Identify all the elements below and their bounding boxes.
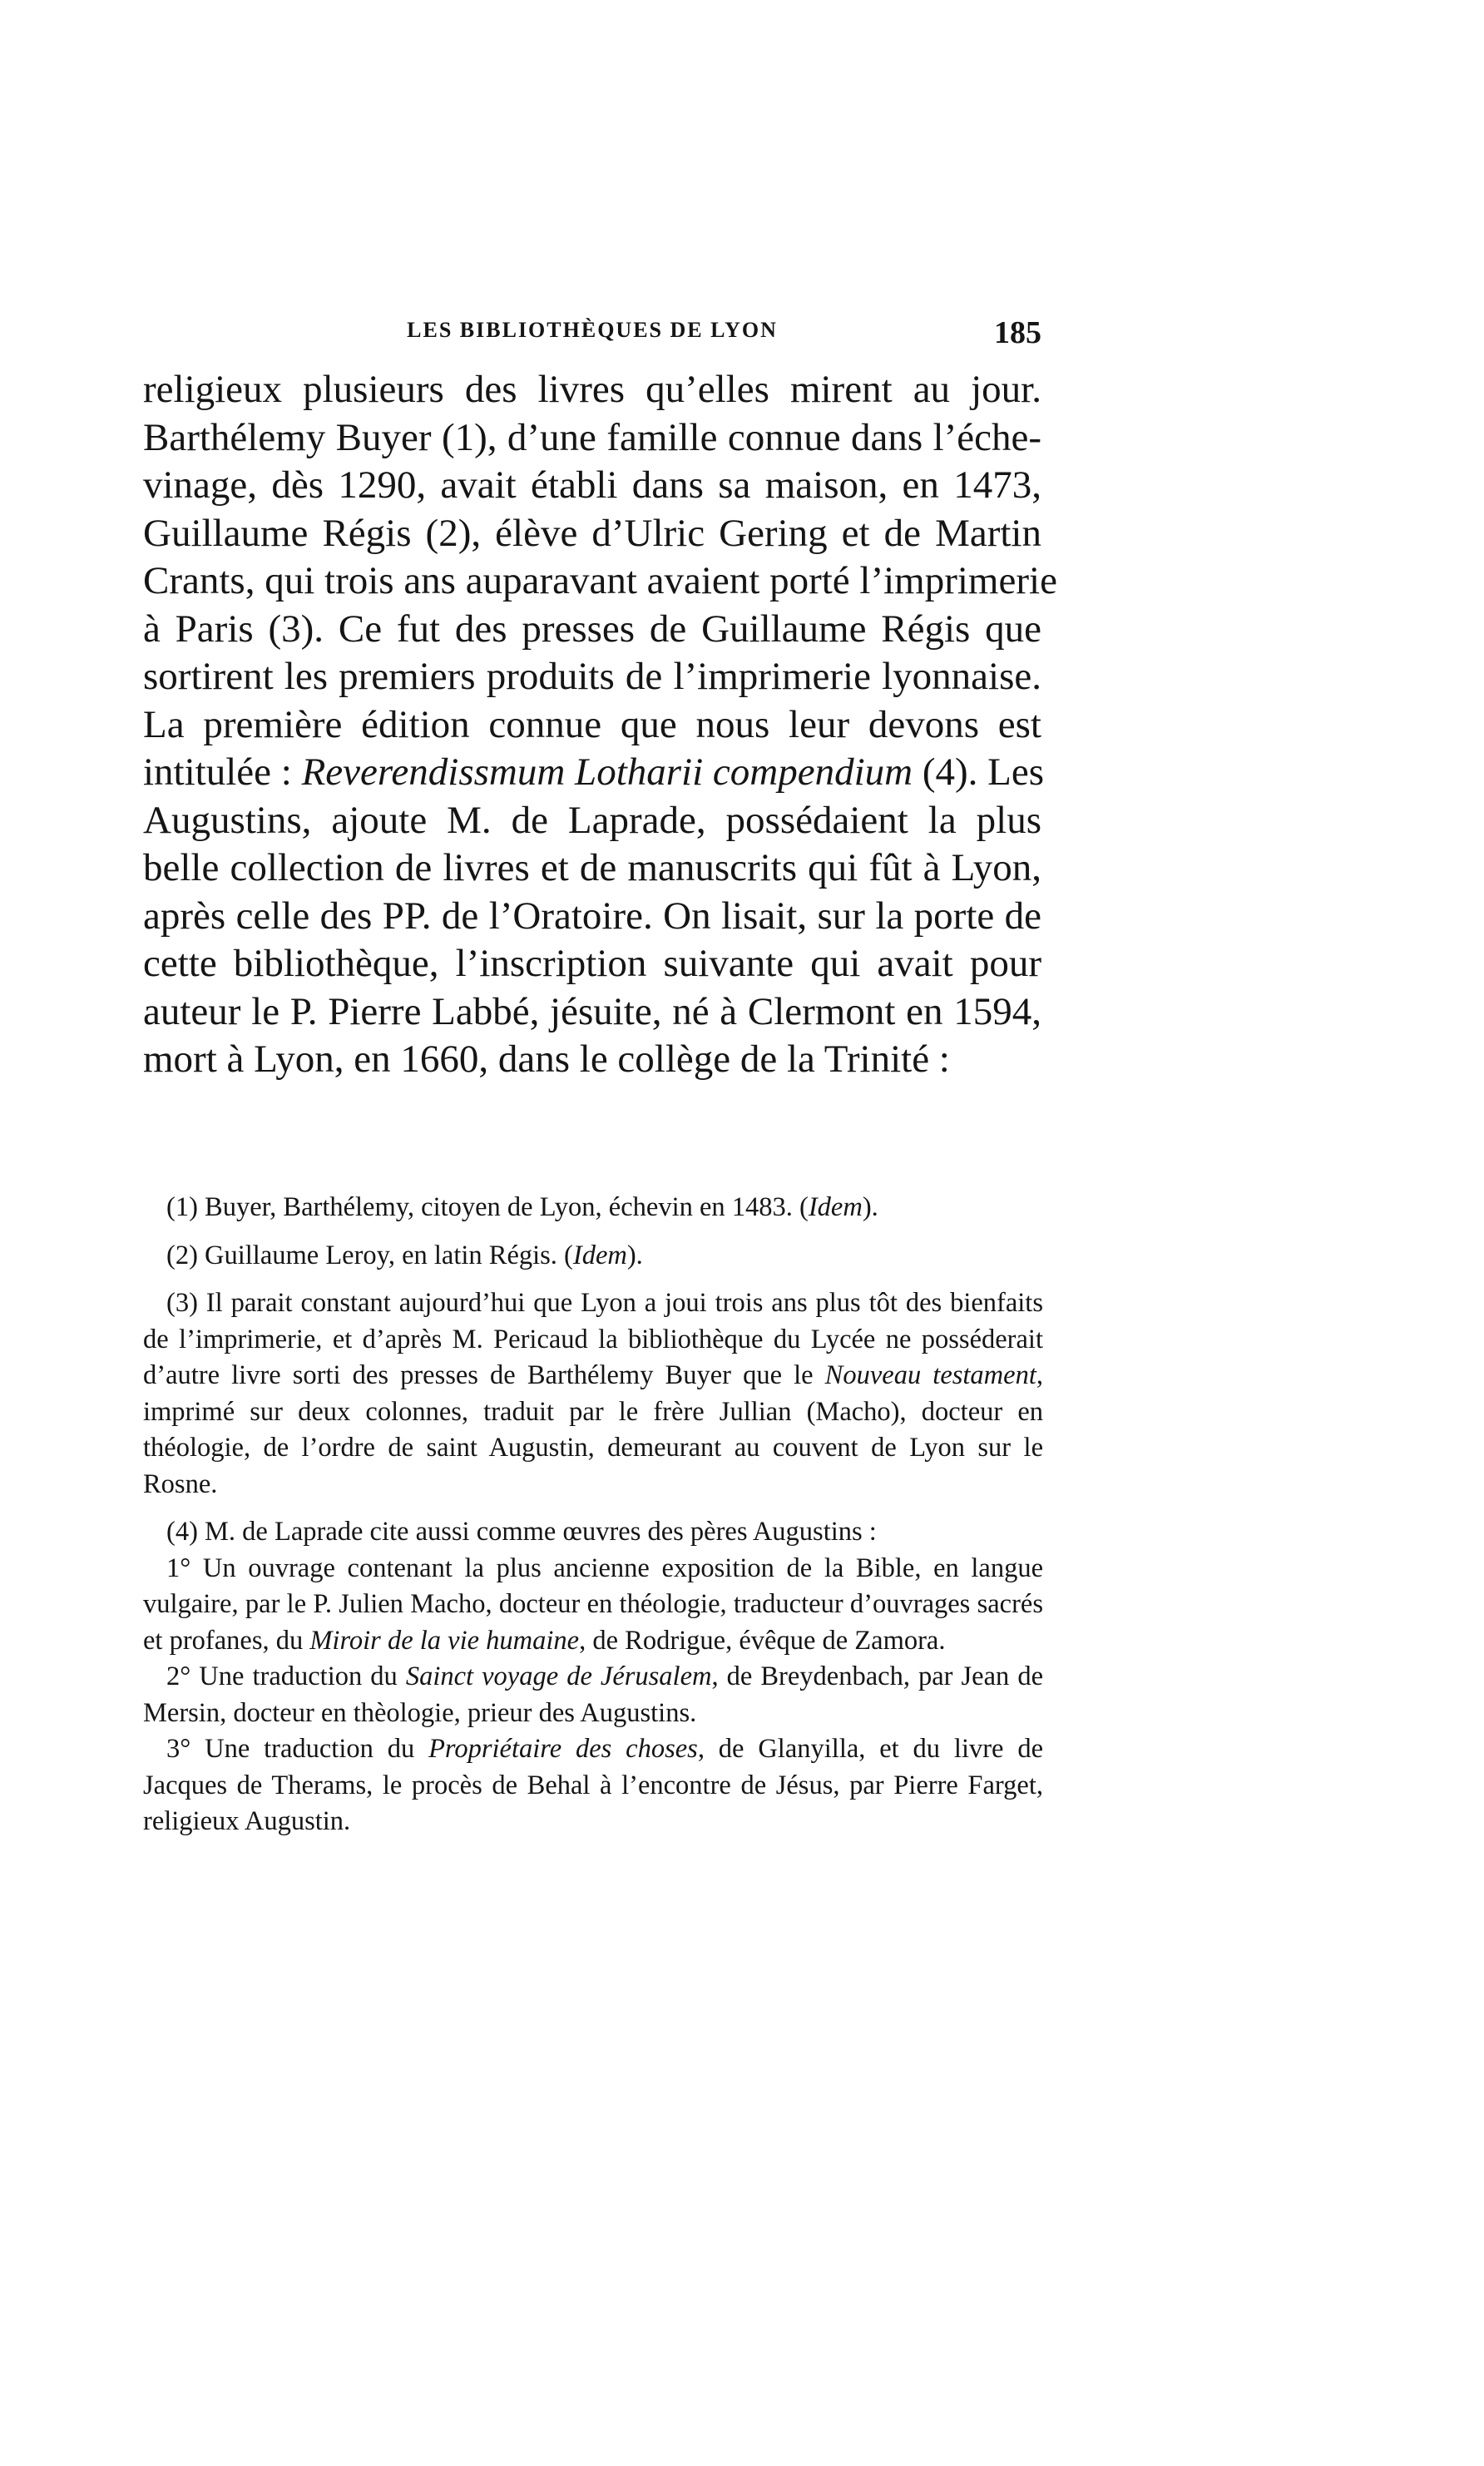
text-line: Barthélemy Buyer (1), d’une famille connue dans l’éche- (143, 415, 1041, 459)
footnote-4-item-2 (143, 1659, 1043, 1731)
footnote-idem: Idem (808, 1192, 863, 1222)
text-line-with-title (143, 749, 1044, 797)
text-line: religieux plusieurs des livres qu’elles mirent au jour. (143, 368, 1041, 411)
running-head (143, 314, 1041, 364)
footnote-title: Miroir de la vie humaine (309, 1625, 580, 1656)
text-fragment: (4). Les (913, 750, 1044, 794)
text-line: mort à Lyon, en 1660, dans le collège de la Trinité : (143, 1037, 950, 1081)
footnote-title: Sainct voyage de Jérusalem (405, 1661, 712, 1691)
footnote-4-intro: (4) M. de Laprade cite aussi comme œuvres des pères Augustins : (166, 1517, 877, 1547)
text-line: vinage, dès 1290, avait établi dans sa maison, en 1473, (143, 463, 1041, 507)
footnote-1 (143, 1190, 1043, 1226)
text-line: cette bibliothèque, l’inscription suivante qui avait pour (143, 942, 1041, 985)
text-line: belle collection de livres et de manuscrits qui fût à Lyon, (143, 846, 1041, 889)
footnote-text: , de Glanyilla, et du livre de Jacques de Therams, le procès de Behal à l’encontre de Jésus, par Pierre Farget, religieux Augustin. (143, 1734, 1043, 1836)
text-line: Guillaume Régis (2), élève d’Ulric Gering et de Martin (143, 511, 1041, 555)
footnote-2 (143, 1238, 1043, 1275)
book-title: Reverendissmum Lotharii compendium (301, 750, 913, 794)
footnote-text: 2° Une traduction du (166, 1661, 406, 1691)
footnote-4-item-3 (143, 1731, 1043, 1840)
text-line: Augustins, ajoute M. de Laprade, possédaient la plus (143, 798, 1041, 842)
page-number: 185 (994, 315, 1041, 350)
footnote-text: , de Rodrigue, évêque de Zamora. (579, 1625, 946, 1656)
text-line: La première édition connue que nous leur devons est (143, 702, 1041, 746)
footnote-text: (2) Guillaume Leroy, en latin Régis. ( (166, 1240, 573, 1270)
footnote-text: 1° Un ouvrage contenant la plus ancienne exposition de la Bible, en langue vulgaire, par le P. Julien Macho, docteur en théologie, traducteur d’ouvrages sacrés et profanes, du (143, 1552, 1043, 1656)
footnote-idem: Idem (572, 1240, 627, 1270)
footnote-3 (143, 1285, 1043, 1503)
footnote-text: , de Breydenbach, par Jean de Mersin, docteur en thèologie, prieur des Augustins. (143, 1661, 1044, 1728)
footnote-text: (1) Buyer, Barthélemy, citoyen de Lyon, échevin en 1483. ( (166, 1192, 809, 1222)
text-line: Crants, qui trois ans auparavant avaient porté l’imprimerie (143, 559, 1057, 602)
footnote-title: Nouveau testament (824, 1360, 1036, 1390)
text-fragment: intitulée : (143, 750, 302, 794)
main-paragraph (143, 366, 1057, 1084)
text-line: après celle des PP. de l’Oratoire. On lisait, sur la porte de (143, 894, 1041, 938)
text-line: sortirent les premiers produits de l’imprimerie lyonnaise. (143, 655, 1041, 698)
footnote-title: Propriétaire des choses (428, 1734, 698, 1764)
text-line: à Paris (3). Ce fut des presses de Guillaume Régis que (143, 607, 1041, 651)
footnote-text: ). (626, 1240, 643, 1270)
running-title: LES BIBLIOTHÈQUES DE LYON (407, 318, 778, 342)
footnote-text: ). (862, 1192, 878, 1222)
footnote-text: , imprimé sur deux colonnes, traduit par le frère Jullian (Macho), docteur en théologie, de l’ordre de saint Augustin, demeurant au couvent de Lyon sur le Rosne. (143, 1360, 1043, 1499)
footnote-4-item-1 (143, 1551, 1043, 1660)
footnotes (143, 1190, 1043, 1840)
footnote-text: (3) Il parait constant aujourd’hui que Lyon a joui trois ans plus tôt des bienfaits de l’imprimerie, et d’après M. Pericaud la bibliothèque du Lycée ne posséderait d’autre livre sorti des presses de Barthélemy Buyer que le (143, 1288, 1043, 1390)
footnote-text: 3° Une traduction du (166, 1734, 429, 1764)
text-line: auteur le P. Pierre Labbé, jésuite, né à Clermont en 1594, (143, 989, 1041, 1033)
